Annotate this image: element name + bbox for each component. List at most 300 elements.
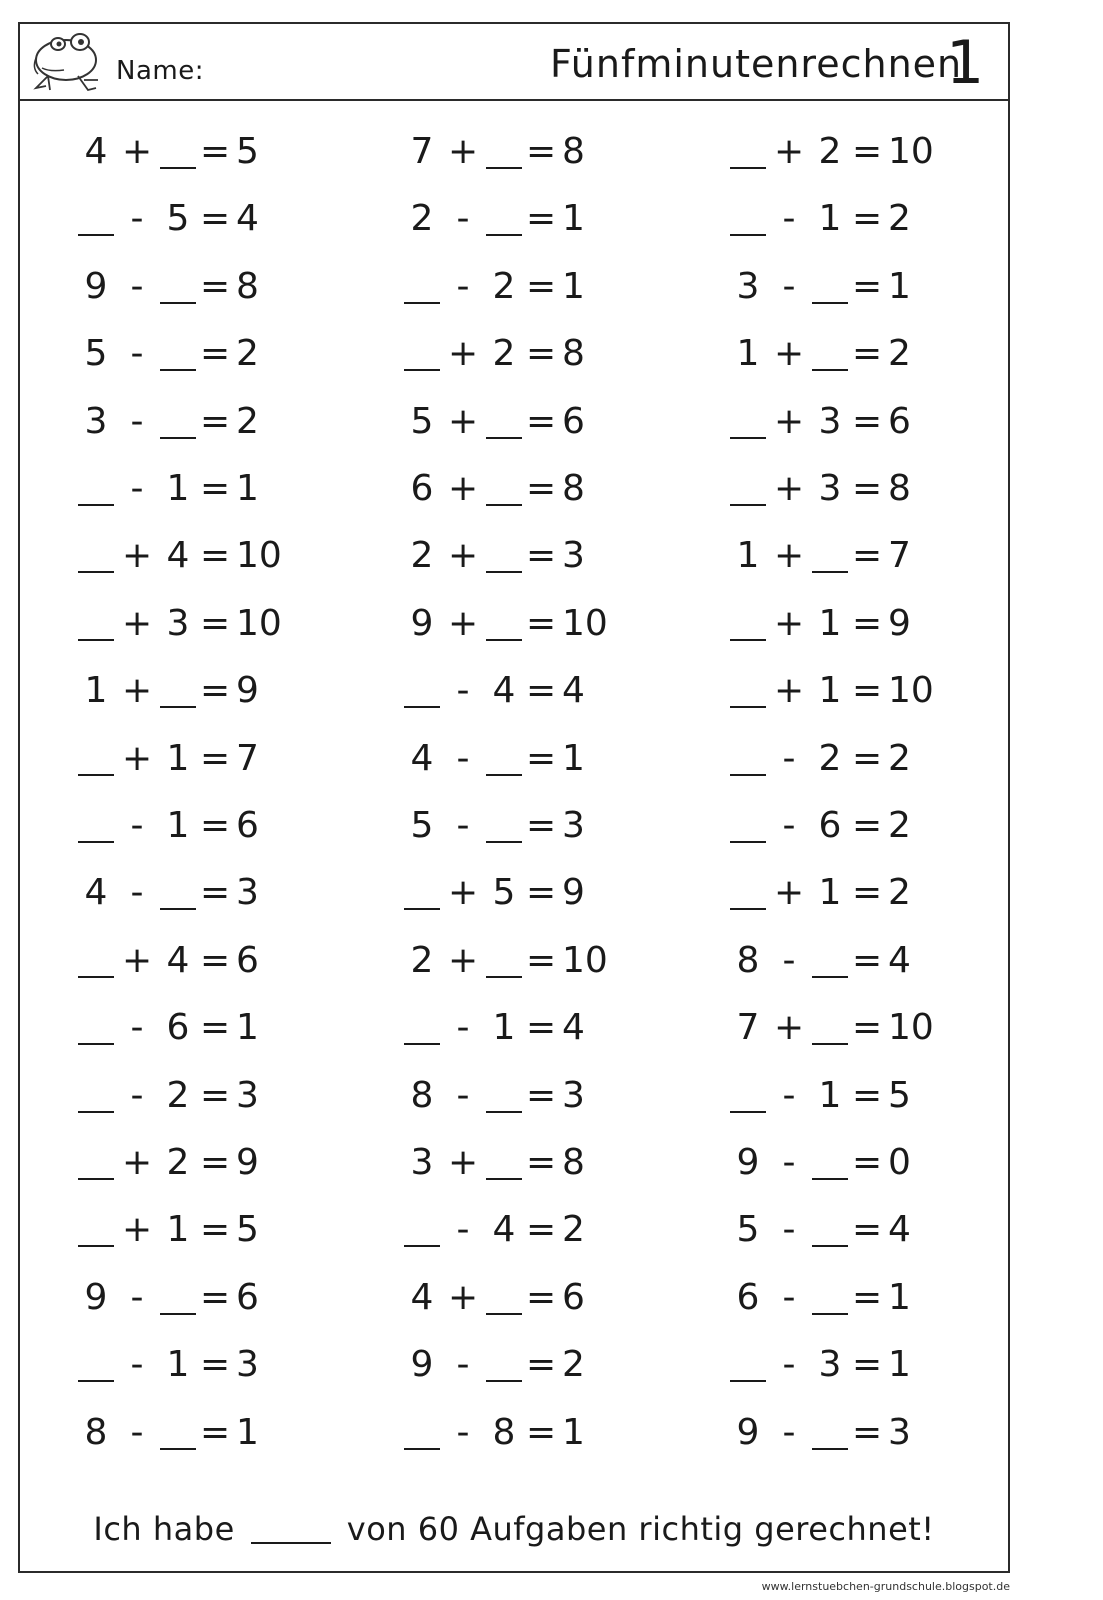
operator: -: [782, 805, 796, 846]
operator: -: [782, 265, 796, 307]
operator: -: [130, 805, 144, 846]
answer-blank[interactable]: [486, 437, 522, 439]
equals-sign: =: [200, 737, 231, 779]
math-problem: [730, 1272, 970, 1322]
operator: +: [122, 670, 153, 712]
operator: +: [448, 535, 479, 577]
operator: -: [782, 1344, 796, 1386]
answer-blank[interactable]: [78, 1380, 114, 1382]
answer-blank[interactable]: [160, 437, 196, 439]
result: 1: [888, 1344, 911, 1386]
equals-sign: =: [526, 737, 557, 779]
operator: +: [774, 535, 805, 577]
answer-blank[interactable]: [78, 639, 114, 641]
equals-sign: =: [200, 1007, 231, 1049]
operand: 2: [410, 535, 434, 577]
result: 1: [562, 737, 585, 779]
result: 7: [888, 535, 911, 577]
operand: 2: [410, 939, 434, 981]
math-problem: [730, 1002, 970, 1052]
operand: 2: [818, 737, 842, 779]
operand: 7: [736, 1007, 760, 1049]
result: 2: [562, 1344, 585, 1386]
math-problem: [404, 598, 644, 648]
math-problem: [730, 396, 970, 446]
operand: 3: [166, 602, 190, 644]
answer-blank[interactable]: [730, 908, 766, 910]
result: 4: [236, 198, 259, 240]
result: 4: [888, 939, 911, 981]
operand: 8: [84, 1411, 108, 1453]
answer-blank[interactable]: [486, 234, 522, 236]
operator: +: [448, 939, 479, 981]
math-problem: [404, 328, 644, 378]
result: 1: [562, 1411, 585, 1453]
operand: 9: [736, 1142, 760, 1183]
answer-blank[interactable]: [160, 1448, 196, 1450]
equals-sign: =: [526, 670, 557, 712]
operator: +: [448, 602, 479, 644]
operator: -: [456, 1074, 470, 1116]
equals-sign: =: [852, 1344, 883, 1386]
math-problem: [404, 665, 644, 715]
operator: +: [448, 333, 479, 375]
operator: -: [130, 1074, 144, 1116]
score-sentence: [20, 1510, 1008, 1548]
operand: 1: [84, 670, 108, 712]
answer-blank[interactable]: [78, 234, 114, 236]
equals-sign: =: [852, 1276, 883, 1318]
answer-blank[interactable]: [160, 302, 196, 304]
math-problem: [404, 867, 644, 917]
equals-sign: =: [200, 1209, 231, 1251]
equals-sign: =: [200, 602, 231, 644]
operator: -: [782, 939, 796, 981]
answer-blank[interactable]: [404, 908, 440, 910]
answer-blank[interactable]: [730, 1380, 766, 1382]
equals-sign: =: [526, 131, 557, 172]
operand: 1: [818, 198, 842, 240]
result: 1: [236, 1007, 259, 1049]
answer-blank[interactable]: [812, 571, 848, 573]
result: 9: [236, 670, 259, 712]
equals-sign: =: [852, 400, 883, 442]
result: 6: [562, 400, 585, 442]
answer-blank[interactable]: [486, 1111, 522, 1113]
operand: 1: [492, 1007, 516, 1049]
operator: +: [122, 939, 153, 981]
math-problem: [78, 1272, 318, 1322]
result: 9: [562, 872, 585, 914]
result: 2: [888, 872, 911, 914]
math-problem: [404, 800, 644, 850]
equals-sign: =: [852, 805, 883, 846]
math-problem: [730, 193, 970, 243]
answer-blank[interactable]: [486, 976, 522, 978]
answer-blank[interactable]: [486, 841, 522, 843]
result: 10: [888, 1007, 934, 1049]
answer-blank[interactable]: [78, 504, 114, 506]
answer-blank[interactable]: [812, 1245, 848, 1247]
operator: +: [122, 131, 153, 172]
answer-blank[interactable]: [78, 1043, 114, 1045]
answer-blank[interactable]: [78, 774, 114, 776]
result: 10: [562, 602, 608, 644]
operator: +: [774, 333, 805, 375]
operator: +: [122, 737, 153, 779]
operand: 9: [736, 1411, 760, 1453]
math-problem: [404, 193, 644, 243]
result: 3: [888, 1411, 911, 1453]
operand: 5: [736, 1209, 760, 1251]
math-problem: [730, 800, 970, 850]
source-url: www.lernstuebchen-grundschule.blogspot.de: [761, 1580, 1010, 1593]
worksheet: [18, 22, 1010, 1573]
result: 9: [888, 602, 911, 644]
answer-blank[interactable]: [404, 302, 440, 304]
result: 10: [236, 535, 282, 577]
equals-sign: =: [852, 1007, 883, 1049]
equals-sign: =: [200, 1074, 231, 1116]
math-problem: [730, 1339, 970, 1389]
operand: 2: [166, 1142, 190, 1183]
operator: +: [774, 468, 805, 509]
math-problem: [730, 665, 970, 715]
result: 8: [562, 333, 585, 375]
result: 5: [236, 131, 259, 172]
operator: -: [130, 1276, 144, 1318]
equals-sign: =: [526, 265, 557, 307]
equals-sign: =: [200, 400, 231, 442]
equals-sign: =: [200, 1411, 231, 1453]
equals-sign: =: [526, 939, 557, 981]
result: 6: [236, 939, 259, 981]
operator: -: [782, 1209, 796, 1251]
operand: 1: [166, 1344, 190, 1386]
equals-sign: =: [200, 872, 231, 914]
operand: 1: [736, 535, 760, 577]
math-problem: [730, 530, 970, 580]
equals-sign: =: [526, 1411, 557, 1453]
result: 3: [236, 1344, 259, 1386]
operand: 1: [166, 737, 190, 779]
equals-sign: =: [200, 468, 231, 509]
result: 1: [888, 265, 911, 307]
math-problem: [78, 530, 318, 580]
operator: +: [122, 1209, 153, 1251]
worksheet-header: [20, 24, 1008, 101]
result: 2: [562, 1209, 585, 1251]
result: 0: [888, 1142, 911, 1183]
answer-blank[interactable]: [78, 1178, 114, 1180]
math-problem: [78, 935, 318, 985]
operand: 9: [84, 265, 108, 307]
answer-blank[interactable]: [812, 1448, 848, 1450]
math-problem: [78, 1204, 318, 1254]
operand: 3: [818, 1344, 842, 1386]
answer-blank[interactable]: [730, 639, 766, 641]
answer-blank[interactable]: [486, 167, 522, 169]
result: 7: [236, 737, 259, 779]
equals-sign: =: [526, 805, 557, 846]
operator: -: [782, 1074, 796, 1116]
operand: 1: [818, 1074, 842, 1116]
answer-blank[interactable]: [404, 1043, 440, 1045]
result: 5: [236, 1209, 259, 1251]
answer-blank[interactable]: [404, 369, 440, 371]
math-problem: [730, 733, 970, 783]
operator: +: [448, 400, 479, 442]
equals-sign: =: [526, 1344, 557, 1386]
answer-blank[interactable]: [730, 167, 766, 169]
equals-sign: =: [526, 198, 557, 240]
operand: 4: [84, 872, 108, 914]
operand: 3: [410, 1142, 434, 1183]
equals-sign: =: [200, 265, 231, 307]
operator: -: [782, 1276, 796, 1318]
operand: 2: [818, 131, 842, 172]
equals-sign: =: [852, 333, 883, 375]
worksheet-title: Fünfminutenrechnen: [550, 42, 963, 86]
operator: -: [782, 1411, 796, 1453]
answer-blank[interactable]: [160, 706, 196, 708]
math-problem: [78, 463, 318, 513]
operator: -: [456, 1007, 470, 1049]
operator: +: [774, 602, 805, 644]
answer-blank[interactable]: [404, 1448, 440, 1450]
math-problem: [78, 1339, 318, 1389]
operator: +: [774, 1007, 805, 1049]
math-problem: [730, 126, 970, 176]
operand: 1: [166, 468, 190, 509]
result: 1: [562, 198, 585, 240]
operand: 9: [84, 1276, 108, 1318]
equals-sign: =: [200, 1276, 231, 1318]
math-problem: [404, 1272, 644, 1322]
operator: -: [782, 1142, 796, 1183]
answer-blank[interactable]: [812, 369, 848, 371]
operand: 5: [84, 333, 108, 375]
score-blank[interactable]: [251, 1542, 331, 1544]
equals-sign: =: [526, 1074, 557, 1116]
operator: -: [456, 198, 470, 240]
math-problem: [78, 1407, 318, 1457]
operator: -: [456, 265, 470, 307]
operand: 4: [410, 1276, 434, 1318]
answer-blank[interactable]: [486, 639, 522, 641]
operator: -: [130, 1344, 144, 1386]
operand: 4: [166, 535, 190, 577]
math-problem: [78, 800, 318, 850]
answer-blank[interactable]: [730, 774, 766, 776]
operand: 5: [166, 198, 190, 240]
answer-blank[interactable]: [812, 1313, 848, 1315]
equals-sign: =: [526, 602, 557, 644]
result: 1: [236, 468, 259, 509]
result: 3: [562, 805, 585, 846]
answer-blank[interactable]: [730, 437, 766, 439]
result: 10: [562, 939, 608, 981]
equals-sign: =: [526, 1209, 557, 1251]
answer-blank[interactable]: [486, 504, 522, 506]
equals-sign: =: [852, 131, 883, 172]
result: 1: [888, 1276, 911, 1318]
operator: -: [456, 1411, 470, 1453]
operator: +: [122, 1142, 153, 1183]
answer-blank[interactable]: [160, 369, 196, 371]
operator: +: [448, 131, 479, 172]
math-problem: [78, 867, 318, 917]
result: 6: [888, 400, 911, 442]
result: 6: [236, 805, 259, 846]
operand: 1: [166, 1209, 190, 1251]
operand: 7: [410, 131, 434, 172]
answer-blank[interactable]: [730, 1111, 766, 1113]
result: 2: [888, 737, 911, 779]
math-problem: [78, 733, 318, 783]
answer-blank[interactable]: [486, 1380, 522, 1382]
equals-sign: =: [200, 939, 231, 981]
operand: 8: [410, 1074, 434, 1116]
equals-sign: =: [200, 805, 231, 846]
result: 10: [888, 131, 934, 172]
answer-blank[interactable]: [160, 1313, 196, 1315]
answer-blank[interactable]: [160, 908, 196, 910]
operand: 4: [84, 131, 108, 172]
operand: 8: [736, 939, 760, 981]
equals-sign: =: [852, 872, 883, 914]
math-problem: [78, 126, 318, 176]
answer-blank[interactable]: [486, 1313, 522, 1315]
equals-sign: =: [852, 1209, 883, 1251]
math-problem: [730, 1070, 970, 1120]
result: 3: [562, 535, 585, 577]
operand: 5: [410, 805, 434, 846]
operand: 2: [492, 265, 516, 307]
equals-sign: =: [200, 333, 231, 375]
answer-blank[interactable]: [730, 234, 766, 236]
result: 5: [888, 1074, 911, 1116]
answer-blank[interactable]: [486, 774, 522, 776]
answer-blank[interactable]: [78, 571, 114, 573]
math-problem: [78, 1070, 318, 1120]
operand: 3: [736, 265, 760, 307]
math-problem: [404, 1407, 644, 1457]
math-problem: [78, 396, 318, 446]
operator: +: [122, 602, 153, 644]
operand: 6: [166, 1007, 190, 1049]
answer-blank[interactable]: [812, 1043, 848, 1045]
result: 2: [236, 333, 259, 375]
math-problem: [78, 665, 318, 715]
operand: 9: [410, 602, 434, 644]
operator: -: [456, 1209, 470, 1251]
equals-sign: =: [526, 1142, 557, 1183]
operator: +: [774, 872, 805, 914]
math-problem: [730, 328, 970, 378]
answer-blank[interactable]: [812, 976, 848, 978]
operand: 9: [410, 1344, 434, 1386]
operand: 6: [410, 468, 434, 509]
result: 10: [888, 670, 934, 712]
answer-blank[interactable]: [730, 504, 766, 506]
answer-blank[interactable]: [404, 1245, 440, 1247]
result: 4: [562, 670, 585, 712]
operator: -: [456, 670, 470, 712]
operand: 1: [818, 670, 842, 712]
operator: -: [130, 1007, 144, 1049]
equals-sign: =: [852, 265, 883, 307]
operator: +: [448, 1142, 479, 1183]
math-problem: [404, 1204, 644, 1254]
operator: +: [448, 872, 479, 914]
result: 3: [562, 1074, 585, 1116]
answer-blank[interactable]: [812, 1178, 848, 1180]
answer-blank[interactable]: [730, 841, 766, 843]
equals-sign: =: [200, 670, 231, 712]
equals-sign: =: [526, 872, 557, 914]
math-problem: [404, 530, 644, 580]
equals-sign: =: [200, 198, 231, 240]
operator: +: [774, 670, 805, 712]
result: 8: [236, 265, 259, 307]
math-problem: [730, 1204, 970, 1254]
math-problem: [404, 1339, 644, 1389]
operator: +: [774, 131, 805, 172]
operator: -: [782, 198, 796, 240]
math-problem: [404, 733, 644, 783]
result: 10: [236, 602, 282, 644]
equals-sign: =: [852, 468, 883, 509]
result: 2: [888, 198, 911, 240]
math-problem: [78, 598, 318, 648]
math-problem: [404, 126, 644, 176]
operator: -: [130, 1411, 144, 1453]
equals-sign: =: [852, 198, 883, 240]
operator: -: [456, 737, 470, 779]
result: 8: [562, 468, 585, 509]
operand: 1: [166, 805, 190, 846]
equals-sign: =: [526, 535, 557, 577]
math-problem: [404, 1137, 644, 1187]
equals-sign: =: [852, 737, 883, 779]
result: 6: [236, 1276, 259, 1318]
answer-blank[interactable]: [78, 841, 114, 843]
answer-blank[interactable]: [730, 706, 766, 708]
equals-sign: =: [852, 1411, 883, 1453]
operand: 1: [736, 333, 760, 375]
result: 1: [562, 265, 585, 307]
equals-sign: =: [852, 1142, 883, 1183]
answer-blank[interactable]: [78, 976, 114, 978]
answer-blank[interactable]: [486, 1178, 522, 1180]
answer-blank[interactable]: [404, 706, 440, 708]
answer-blank[interactable]: [78, 1245, 114, 1247]
operand: 2: [166, 1074, 190, 1116]
answer-blank[interactable]: [812, 302, 848, 304]
answer-blank[interactable]: [78, 1111, 114, 1113]
operand: 4: [166, 939, 190, 981]
answer-blank[interactable]: [486, 571, 522, 573]
equals-sign: =: [526, 400, 557, 442]
name-label: Name:: [116, 56, 204, 86]
math-problem: [404, 1002, 644, 1052]
operator: -: [130, 265, 144, 307]
result: 1: [236, 1411, 259, 1453]
answer-blank[interactable]: [160, 167, 196, 169]
equals-sign: =: [526, 468, 557, 509]
equals-sign: =: [200, 535, 231, 577]
